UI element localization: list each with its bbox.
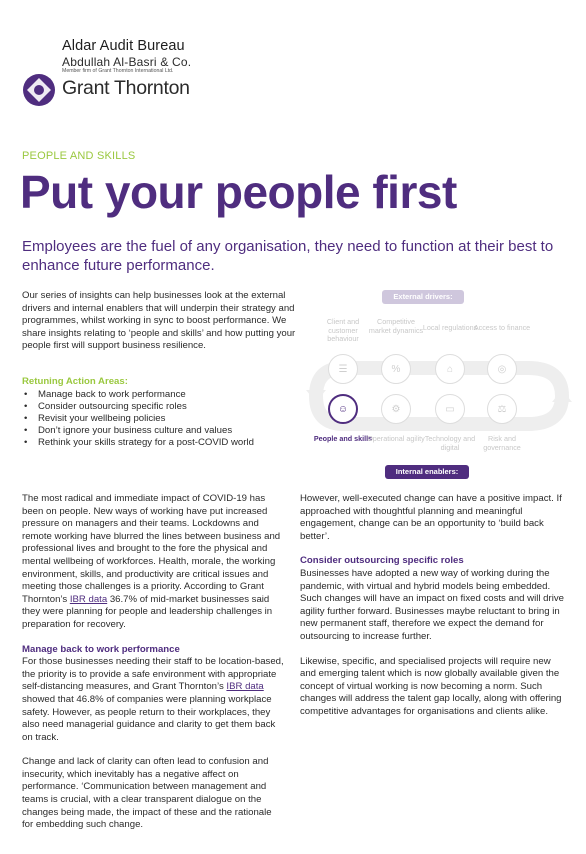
list-item: • Rethink your skills strategy for a post-COVID world xyxy=(22,437,302,449)
enabler-label: Technology and digital xyxy=(424,434,476,452)
section-heading: Consider outsourcing specific roles xyxy=(300,555,464,567)
enabler-label: Risk and governance xyxy=(483,434,521,452)
list-item: • Don’t ignore your business culture and values xyxy=(22,425,302,437)
body-paragraph: The most radical and immediate impact of COVID-19 has been on people. New ways of working have put increased pressure on managers and their teams. Lockdowns and remote working have blurred the lines between business and professional lives and brought to the fore the physical and mental wellbeing of workforces. Health, morale, the working environment, skills, and productivity are critical issues and meeting those challenges is a priority. According to Grant Thornton’s IBR data 36.7% of mid-market businesses said they were planning for people and leadership challenges in preparation for recovery. xyxy=(22,493,281,630)
laptop-icon: ▭ xyxy=(435,394,465,424)
enabler-label: Operational agility xyxy=(367,434,425,443)
driver-label: Competitive market dynamics xyxy=(368,317,424,335)
grant-thornton-logo-icon xyxy=(22,73,56,107)
body-paragraph: Businesses have adopted a new way of working during the pandemic, with virtual and hybrid models being embedded. Such changes will have an impact on fixed costs and will drive agility further forward. Businesses maybe reluctant to bring in new permanent staff, therefore we expect the demand for outsourcing to increase further. xyxy=(300,567,564,642)
building-icon: ⌂ xyxy=(435,354,465,384)
section-heading: Manage back to work performance xyxy=(22,643,180,655)
body-paragraph: Likewise, specific, and specialised projects will require new and emerging talent which is now globally available given the concept of virtual working is now becoming a norm. Such changes will address the talent gap locally, along with offering competitive advantages for organisations and clients alike. xyxy=(300,655,562,717)
page-title: Put your people first xyxy=(20,166,457,218)
enabler-label-active: People and skills xyxy=(313,434,373,443)
firm-subname: Abdullah Al-Basri & Co. xyxy=(62,55,192,69)
ibr-data-link[interactable]: IBR data xyxy=(69,593,108,605)
percent-icon: % xyxy=(381,354,411,384)
left-column xyxy=(22,493,284,832)
body-paragraph: However, well-executed change can have a positive impact. If approached with thoughtful planning and meaningful engagement, change can be an opportunity to ‘build back better’. xyxy=(300,493,562,542)
right-column xyxy=(300,493,566,719)
body-paragraph: Change and lack of clarity can often lead to confusion and insecurity, which inevitably has a negative affect on performance. ‘Communication between management and teams is crucial, with a clear transparent dialogue on the changes being made, the impact of these and the rationale for embedding such change. xyxy=(22,756,272,831)
intro-paragraph: Our series of insights can help businesses look at the external drivers and internal enablers that will underpin their strategy and programmes, whilst working in sync to boost performance. We share insights relating to ‘people and skills’ and how putting your people first will support business resilience. xyxy=(22,290,296,352)
list-item: • Consider outsourcing specific roles xyxy=(22,401,302,413)
action-areas-heading: Retuning Action Areas: xyxy=(22,376,128,387)
driver-label: Local regulations xyxy=(422,323,478,332)
coins-icon: ◎ xyxy=(487,354,517,384)
driver-label: Client and customer behaviour xyxy=(326,317,360,344)
external-drivers-label: External drivers: xyxy=(382,290,464,304)
lede-text: Employees are the fuel of any organisation, they need to function at their best to enhance future performance. xyxy=(22,238,554,274)
internal-enablers-label: Internal enablers: xyxy=(385,465,469,479)
member-line: Member firm of Grant Thornton International Ltd. xyxy=(62,68,174,74)
scales-icon: ⚖ xyxy=(487,394,517,424)
list-item: • Manage back to work performance xyxy=(22,389,302,401)
cart-icon: ☰ xyxy=(328,354,358,384)
ibr-data-link[interactable]: IBR data xyxy=(226,681,264,693)
action-areas-list xyxy=(22,389,302,449)
body-paragraph: For those businesses needing their staff to be location-based, the priority is to provide a safe environment with appropriate self-distancing measures, and Grant Thornton’s IBR data showed that 46.8% of companies were planning workplace safety. However, as people return to their workplaces, they also need managerial guidance and clarity to get them back on track. xyxy=(22,656,284,743)
section-kicker: PEOPLE AND SKILLS xyxy=(22,150,136,162)
head-icon: ☺ xyxy=(328,394,358,424)
driver-label: Access to finance xyxy=(473,323,531,332)
firm-name: Aldar Audit Bureau xyxy=(62,38,185,54)
list-item: • Revisit your wellbeing policies xyxy=(22,413,302,425)
brand-wordmark: Grant Thornton xyxy=(62,77,190,99)
gear-icon: ⚙ xyxy=(381,394,411,424)
